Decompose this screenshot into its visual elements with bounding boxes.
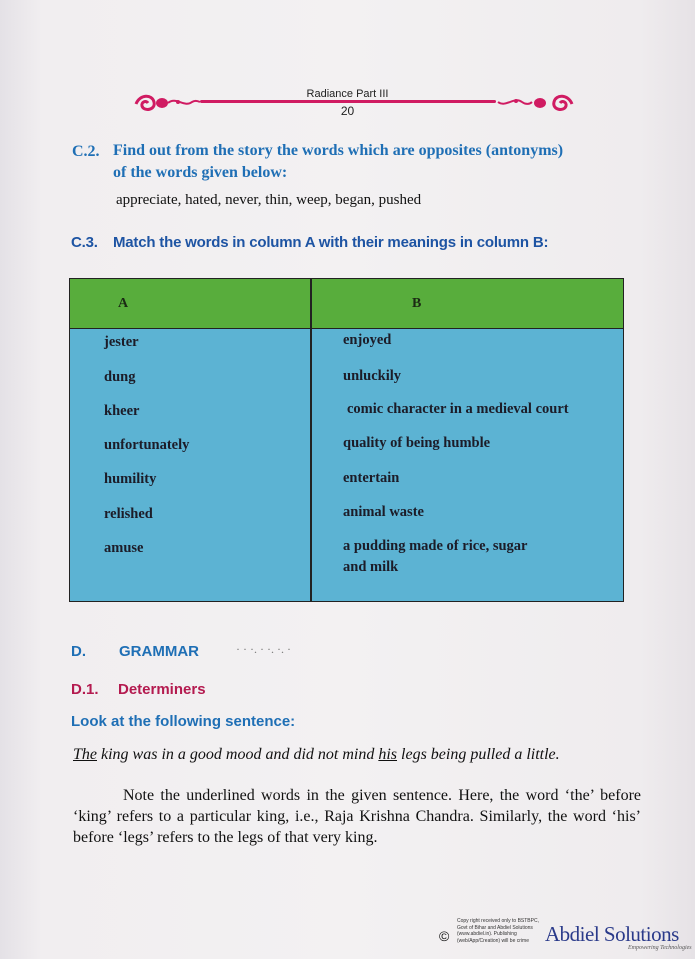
paragraph-text: Note the underlined words in the given sentence. Here, the word ‘the’ before ‘king’ refers to a particular king, i.e., Raja Krishna Chandra. Similarly, the word ‘his’ before ‘legs’ refers to the legs of that very king.	[73, 787, 641, 846]
section-d1-label: D.1.	[71, 681, 99, 698]
column-b-header: B	[412, 296, 422, 311]
example-end: legs being pulled a little.	[397, 746, 560, 763]
col-b-item: animal waste	[343, 504, 424, 520]
col-a-item: amuse	[104, 540, 144, 556]
c3-question: Match the words in column A with their meanings in column B:	[113, 234, 549, 251]
example-middle: king was in a good mood and did not mind	[97, 746, 379, 763]
col-a-item: unfortunately	[104, 437, 190, 453]
col-b-item: enjoyed	[343, 332, 392, 348]
section-d1-title: Determiners	[118, 681, 206, 698]
section-d-label: D.	[71, 643, 86, 660]
c2-question-line2: of the words given below:	[113, 164, 288, 181]
underlined-his: his	[378, 746, 398, 763]
publisher-tagline: Empowering Technologies	[628, 945, 692, 951]
col-a-item: kheer	[104, 403, 140, 419]
explanation-paragraph	[73, 785, 641, 848]
col-b-item: comic character in a medieval court	[347, 401, 569, 417]
col-b-item: entertain	[343, 470, 400, 486]
instruction-text: Look at the following sentence:	[71, 713, 296, 730]
publisher-logo: Abdiel Solutions	[545, 922, 679, 946]
copyright-notice: Copy right received only to BSTBPC, Govt of Bihar and Abdiel Solutions (www.abdiel.in). Publishing (web/App/Creation) will be crime	[457, 918, 539, 944]
col-a-item: jester	[104, 334, 139, 350]
c2-word-list: appreciate, hated, never, thin, weep, began, pushed	[116, 192, 422, 208]
page-speckle: · · ·. · ·. ·. ·	[236, 642, 291, 656]
c2-label: C.2.	[72, 143, 100, 160]
col-b-item: quality of being humble	[343, 435, 491, 451]
book-title: Radiance Part III	[306, 88, 389, 100]
table-header-row	[70, 279, 623, 329]
column-divider	[310, 279, 312, 601]
example-sentence	[73, 746, 560, 764]
header-rule	[200, 100, 496, 103]
c3-label: C.3.	[71, 234, 98, 251]
c2-question-line1: Find out from the story the words which are opposites (antonyms)	[113, 142, 564, 159]
section-d-title: GRAMMAR	[119, 643, 199, 660]
col-a-item: humility	[104, 471, 157, 487]
col-a-item: dung	[104, 369, 136, 385]
copyright-icon: ©	[439, 928, 450, 944]
col-b-item: unluckily	[343, 368, 402, 384]
col-a-item: relished	[104, 506, 153, 522]
col-b-item-continued: and milk	[343, 559, 399, 575]
underlined-the: The	[73, 746, 97, 763]
col-b-item: a pudding made of rice, sugar	[343, 538, 528, 554]
page-number: 20	[340, 104, 355, 118]
column-a-header: A	[118, 296, 129, 311]
match-table	[69, 278, 624, 602]
